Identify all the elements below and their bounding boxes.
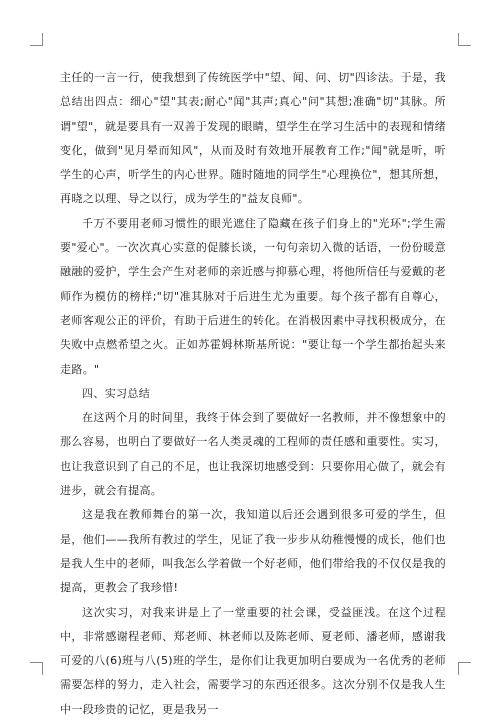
paragraph-teacher-stage: 这是我在教师舞台的第一次，我知道以后还会遇到很多可爱的学生，但是，他们——我所有教过的学生，见证了我一步步从幼稚慢慢的成长，他们也是我人生中的老师，叫我怎么学着做一个好老师，他们带给我的不仅仅是我的提高，更教会了我珍惜! bbox=[60, 508, 446, 595]
margin-mark-top-left bbox=[30, 33, 43, 46]
document-body bbox=[60, 66, 446, 722]
margin-mark-bottom-left bbox=[30, 662, 43, 675]
margin-mark-bottom-right bbox=[458, 662, 471, 675]
margin-mark-top-right bbox=[458, 33, 471, 46]
paragraph-two-months: 在这两个月的时间里，我终于体会到了要做好一名教师，并不像想象中的那么容易，也明白了要做好一名人类灵魂的工程师的责任感和重要性。实习，也让我意识到了自己的不足，也让我深切地感受到：只要你用心做了，就会有进步，就会有提高。 bbox=[60, 411, 446, 498]
section-heading-internship-summary: 四、实习总结 bbox=[82, 386, 151, 400]
paragraph-diagnosis-method: 主任的一言一行，使我想到了传统医学中"望、闻、问、切"四诊法。于是，我总结出四点：细心"望"其表;耐心"闻"其声;真心"问"其想;准确"切"其脉。所谓"望"，就是要具有一双善于发现的眼睛，望学生在学习生活中的表现和情绪变化，做到"见月晕而知风"，从而及时有效地开展教育工作;"闻"就是听，听学生的心声，听学生的内心世界。随时随地的同学生"心理换位"，想其所想，再晓之以理、导之以行，成为学生的"益友良师"。 bbox=[60, 71, 446, 206]
paragraph-caring-eyes: 千万不要用老师习惯性的眼光遮住了隐藏在孩子们身上的"光环";学生需要"爱心"。一次次真心实意的促膝长谈，一句句亲切入微的话语，一份份暖意融融的爱护，学生会产生对老师的亲近感与抑慕心理，将他所信任与爱戴的老师作为模仿的榜样;"切"准其脉对于后进生尤为重要。每个孩子都有自尊心，老师客观公正的评价，有助于后进生的转化。在消极因素中寻找积极成分，在失败中点燃希望之火。正如苏霍姆林斯基所说："要让每一个学生都抬起头来走路。" bbox=[60, 216, 446, 376]
paragraph-thanks: 这次实习，对我来讲是上了一堂重要的社会课，受益匪浅。在这个过程中，非常感谢程老师、郑老师、林老师以及陈老师、夏老师、潘老师，感谢我可爱的八(6)班与八(5)班的学生，是你们让我更加明白要成为一名优秀的老师需要怎样的努力，走入社会，需要学习的东西还很多。这次分别不仅是我人生中一段珍贵的记忆，更是我另一 bbox=[60, 605, 446, 716]
